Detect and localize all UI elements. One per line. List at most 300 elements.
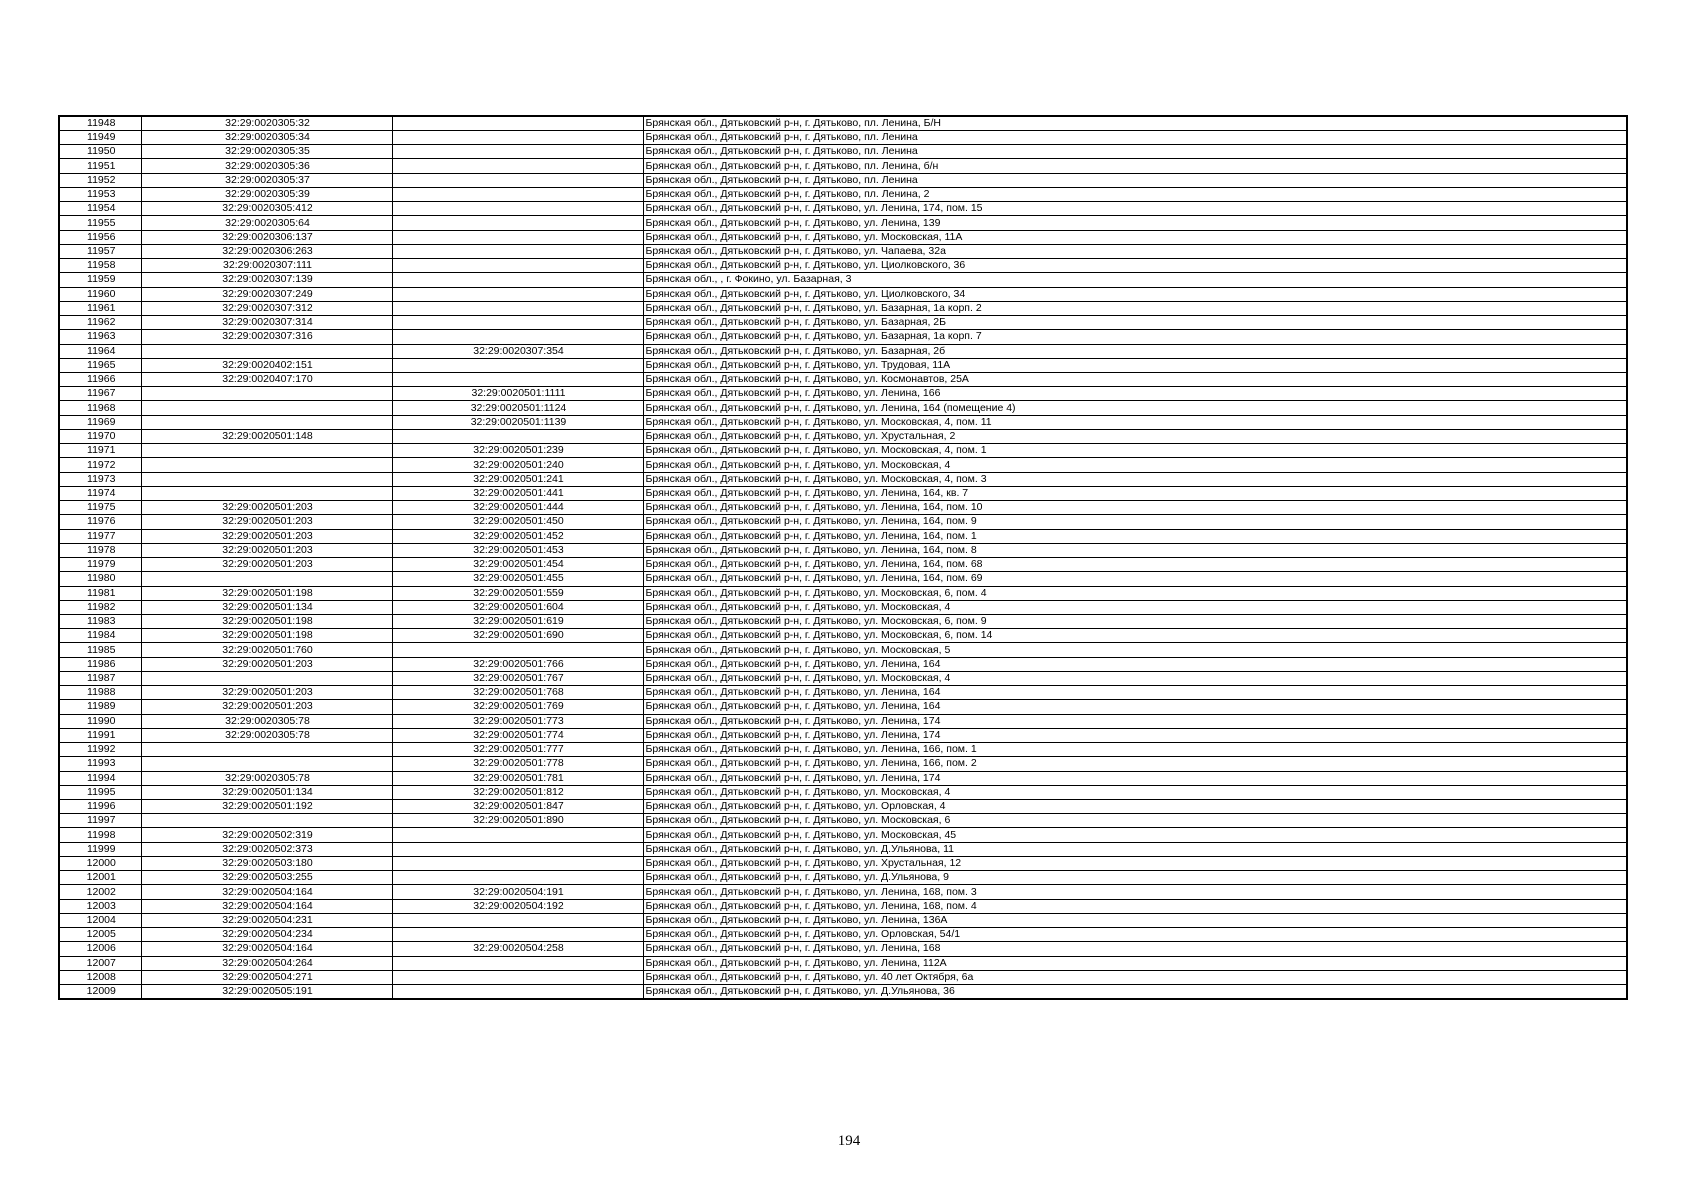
table-row — [59, 529, 1627, 543]
object-cadastral-number-cell — [392, 330, 643, 344]
row-number-cell: 11975 — [59, 501, 141, 515]
object-cadastral-number-cell: 32:29:0020501:454 — [392, 558, 643, 572]
object-cadastral-number-cell: 32:29:0020504:191 — [392, 885, 643, 899]
cadastral-number-cell — [141, 757, 392, 771]
table-row — [59, 358, 1627, 372]
row-number-cell: 12009 — [59, 985, 141, 1000]
object-cadastral-number-cell — [392, 985, 643, 1000]
row-number-cell: 12000 — [59, 856, 141, 870]
page-number: 194 — [837, 1133, 861, 1149]
table-row — [59, 401, 1627, 415]
table-row — [59, 657, 1627, 671]
table-row — [59, 444, 1627, 458]
table-row — [59, 572, 1627, 586]
object-cadastral-number-cell — [392, 913, 643, 927]
row-number-cell: 11996 — [59, 800, 141, 814]
address-cell: Брянская обл., Дятьковский р-н, г. Дятьково, ул. Д.Ульянова, 9 — [643, 871, 1627, 885]
table-row — [59, 472, 1627, 486]
row-number-cell: 11992 — [59, 743, 141, 757]
row-number-cell: 11988 — [59, 686, 141, 700]
address-cell: Брянская обл., Дятьковский р-н, г. Дятьково, ул. Чапаева, 32а — [643, 244, 1627, 258]
cadastral-number-cell: 32:29:0020305:35 — [141, 145, 392, 159]
table-row — [59, 145, 1627, 159]
address-cell: Брянская обл., Дятьковский р-н, г. Дятьково, ул. Циолковского, 36 — [643, 259, 1627, 273]
row-number-cell: 12002 — [59, 885, 141, 899]
object-cadastral-number-cell: 32:29:0020501:812 — [392, 785, 643, 799]
cadastral-number-cell: 32:29:0020505:191 — [141, 985, 392, 1000]
table-row — [59, 515, 1627, 529]
cadastral-number-cell: 32:29:0020504:164 — [141, 899, 392, 913]
address-cell: Брянская обл., Дятьковский р-н, г. Дятьково, ул. Ленина, 139 — [643, 216, 1627, 230]
row-number-cell: 11964 — [59, 344, 141, 358]
address-cell: Брянская обл., Дятьковский р-н, г. Дятьково, ул. Орловская, 4 — [643, 800, 1627, 814]
table-row — [59, 330, 1627, 344]
cadastral-number-cell: 32:29:0020307:139 — [141, 273, 392, 287]
table-row — [59, 871, 1627, 885]
object-cadastral-number-cell: 32:29:0020501:455 — [392, 572, 643, 586]
object-cadastral-number-cell — [392, 116, 643, 131]
cadastral-number-cell: 32:29:0020501:134 — [141, 785, 392, 799]
object-cadastral-number-cell: 32:29:0020501:774 — [392, 728, 643, 742]
object-cadastral-number-cell — [392, 871, 643, 885]
cadastral-number-cell: 32:29:0020402:151 — [141, 358, 392, 372]
address-cell: Брянская обл., Дятьковский р-н, г. Дятьково, ул. Ленина, 164, пом. 1 — [643, 529, 1627, 543]
address-cell: Брянская обл., Дятьковский р-н, г. Дятьково, ул. Ленина, 164, пом. 69 — [643, 572, 1627, 586]
address-cell: Брянская обл., Дятьковский р-н, г. Дятьково, ул. Базарная, 2Б — [643, 316, 1627, 330]
object-cadastral-number-cell — [392, 429, 643, 443]
object-cadastral-number-cell — [392, 970, 643, 984]
row-number-cell: 11968 — [59, 401, 141, 415]
object-cadastral-number-cell: 32:29:0020501:768 — [392, 686, 643, 700]
cadastral-number-cell: 32:29:0020504:231 — [141, 913, 392, 927]
row-number-cell: 11976 — [59, 515, 141, 529]
table-row — [59, 287, 1627, 301]
cadastral-number-cell: 32:29:0020501:203 — [141, 700, 392, 714]
address-cell: Брянская обл., Дятьковский р-н, г. Дятьково, ул. Московская, 4 — [643, 600, 1627, 614]
object-cadastral-number-cell — [392, 145, 643, 159]
cadastral-number-cell: 32:29:0020305:37 — [141, 173, 392, 187]
table-row — [59, 116, 1627, 131]
table-row — [59, 131, 1627, 145]
address-cell: Брянская обл., Дятьковский р-н, г. Дятьково, ул. Московская, 4 — [643, 785, 1627, 799]
row-number-cell: 11957 — [59, 244, 141, 258]
address-cell: Брянская обл., Дятьковский р-н, г. Дятьково, ул. Орловская, 54/1 — [643, 928, 1627, 942]
cadastral-number-cell: 32:29:0020504:234 — [141, 928, 392, 942]
row-number-cell: 11950 — [59, 145, 141, 159]
table-row — [59, 558, 1627, 572]
row-number-cell: 11978 — [59, 543, 141, 557]
object-cadastral-number-cell — [392, 928, 643, 942]
row-number-cell: 11953 — [59, 187, 141, 201]
object-cadastral-number-cell: 32:29:0020307:354 — [392, 344, 643, 358]
table-row — [59, 486, 1627, 500]
cadastral-number-cell — [141, 743, 392, 757]
row-number-cell: 12008 — [59, 970, 141, 984]
address-cell: Брянская обл., Дятьковский р-н, г. Дятьково, ул. Ленина, 164, пом. 68 — [643, 558, 1627, 572]
table-row — [59, 942, 1627, 956]
address-cell: Брянская обл., Дятьковский р-н, г. Дятьково, ул. Московская, 4 — [643, 458, 1627, 472]
table-row — [59, 600, 1627, 614]
address-cell: Брянская обл., Дятьковский р-н, г. Дятьково, ул. Московская, 6, пом. 14 — [643, 629, 1627, 643]
address-cell: Брянская обл., Дятьковский р-н, г. Дятьково, ул. Ленина, 164, кв. 7 — [643, 486, 1627, 500]
address-cell: Брянская обл., Дятьковский р-н, г. Дятьково, ул. Д.Ульянова, 11 — [643, 842, 1627, 856]
row-number-cell: 11961 — [59, 301, 141, 315]
object-cadastral-number-cell: 32:29:0020501:241 — [392, 472, 643, 486]
address-cell: Брянская обл., Дятьковский р-н, г. Дятьково, ул. Ленина, 168, пом. 4 — [643, 899, 1627, 913]
cadastral-number-cell: 32:29:0020307:316 — [141, 330, 392, 344]
cadastral-number-cell: 32:29:0020501:198 — [141, 629, 392, 643]
object-cadastral-number-cell: 32:29:0020501:453 — [392, 543, 643, 557]
table-row — [59, 686, 1627, 700]
row-number-cell: 11966 — [59, 372, 141, 386]
address-cell: Брянская обл., Дятьковский р-н, г. Дятьково, ул. Ленина, 164, пом. 9 — [643, 515, 1627, 529]
object-cadastral-number-cell: 32:29:0020501:441 — [392, 486, 643, 500]
cadastral-number-cell — [141, 401, 392, 415]
cadastral-number-cell — [141, 472, 392, 486]
row-number-cell: 11998 — [59, 828, 141, 842]
address-cell: Брянская обл., Дятьковский р-н, г. Дятьково, ул. Хрустальная, 2 — [643, 429, 1627, 443]
row-number-cell: 11980 — [59, 572, 141, 586]
object-cadastral-number-cell: 32:29:0020501:604 — [392, 600, 643, 614]
cadastral-number-cell: 32:29:0020501:192 — [141, 800, 392, 814]
table-row — [59, 543, 1627, 557]
address-cell: Брянская обл., Дятьковский р-н, г. Дятьково, ул. Ленина, 168, пом. 3 — [643, 885, 1627, 899]
address-cell: Брянская обл., Дятьковский р-н, г. Дятьково, ул. Базарная, 2б — [643, 344, 1627, 358]
address-cell: Брянская обл., Дятьковский р-н, г. Дятьково, пл. Ленина — [643, 145, 1627, 159]
address-cell: Брянская обл., , г. Фокино, ул. Базарная, 3 — [643, 273, 1627, 287]
row-number-cell: 11970 — [59, 429, 141, 443]
object-cadastral-number-cell — [392, 956, 643, 970]
row-number-cell: 11960 — [59, 287, 141, 301]
table-row — [59, 785, 1627, 799]
object-cadastral-number-cell: 32:29:0020501:690 — [392, 629, 643, 643]
table-row — [59, 728, 1627, 742]
address-cell: Брянская обл., Дятьковский р-н, г. Дятьково, ул. Ленина, 164 — [643, 657, 1627, 671]
table-row — [59, 372, 1627, 386]
row-number-cell: 11994 — [59, 771, 141, 785]
row-number-cell: 11995 — [59, 785, 141, 799]
cadastral-number-cell — [141, 814, 392, 828]
object-cadastral-number-cell — [392, 301, 643, 315]
address-cell: Брянская обл., Дятьковский р-н, г. Дятьково, ул. Базарная, 1а корп. 2 — [643, 301, 1627, 315]
object-cadastral-number-cell — [392, 273, 643, 287]
cadastral-number-cell: 32:29:0020501:134 — [141, 600, 392, 614]
cadastral-number-cell: 32:29:0020305:412 — [141, 202, 392, 216]
row-number-cell: 11986 — [59, 657, 141, 671]
cadastral-number-cell: 32:29:0020501:760 — [141, 643, 392, 657]
table-row — [59, 429, 1627, 443]
row-number-cell: 11956 — [59, 230, 141, 244]
address-cell: Брянская обл., Дятьковский р-н, г. Дятьково, пл. Ленина, б/н — [643, 159, 1627, 173]
table-row — [59, 985, 1627, 1000]
table-row — [59, 458, 1627, 472]
table-row — [59, 202, 1627, 216]
address-cell: Брянская обл., Дятьковский р-н, г. Дятьково, ул. Космонавтов, 25А — [643, 372, 1627, 386]
address-cell: Брянская обл., Дятьковский р-н, г. Дятьково, ул. Ленина, 164 — [643, 686, 1627, 700]
cadastral-number-cell: 32:29:0020504:271 — [141, 970, 392, 984]
table-row — [59, 259, 1627, 273]
object-cadastral-number-cell: 32:29:0020501:778 — [392, 757, 643, 771]
object-cadastral-number-cell: 32:29:0020501:240 — [392, 458, 643, 472]
row-number-cell: 11963 — [59, 330, 141, 344]
table-row — [59, 187, 1627, 201]
row-number-cell: 11981 — [59, 586, 141, 600]
object-cadastral-number-cell — [392, 230, 643, 244]
table-row — [59, 614, 1627, 628]
cadastral-number-cell — [141, 415, 392, 429]
cadastral-number-cell: 32:29:0020501:203 — [141, 515, 392, 529]
row-number-cell: 12006 — [59, 942, 141, 956]
row-number-cell: 12007 — [59, 956, 141, 970]
address-cell: Брянская обл., Дятьковский р-н, г. Дятьково, ул. 40 лет Октября, 6а — [643, 970, 1627, 984]
address-cell: Брянская обл., Дятьковский р-н, г. Дятьково, ул. Ленина, 166 — [643, 387, 1627, 401]
cadastral-number-cell: 32:29:0020305:36 — [141, 159, 392, 173]
cadastral-number-cell: 32:29:0020407:170 — [141, 372, 392, 386]
table-row — [59, 387, 1627, 401]
object-cadastral-number-cell — [392, 287, 643, 301]
table-row — [59, 173, 1627, 187]
address-cell: Брянская обл., Дятьковский р-н, г. Дятьково, ул. Ленина, 166, пом. 2 — [643, 757, 1627, 771]
cadastral-number-cell: 32:29:0020305:64 — [141, 216, 392, 230]
row-number-cell: 11999 — [59, 842, 141, 856]
table-row — [59, 415, 1627, 429]
row-number-cell: 11993 — [59, 757, 141, 771]
cadastral-number-cell: 32:29:0020501:203 — [141, 501, 392, 515]
registry-table — [58, 115, 1628, 1000]
address-cell: Брянская обл., Дятьковский р-н, г. Дятьково, пл. Ленина, Б/Н — [643, 116, 1627, 131]
address-cell: Брянская обл., Дятьковский р-н, г. Дятьково, ул. Ленина, 164 — [643, 700, 1627, 714]
table-row — [59, 913, 1627, 927]
registry-table-body — [59, 116, 1627, 999]
cadastral-number-cell: 32:29:0020501:203 — [141, 686, 392, 700]
object-cadastral-number-cell — [392, 259, 643, 273]
cadastral-number-cell: 32:29:0020501:148 — [141, 429, 392, 443]
row-number-cell: 11977 — [59, 529, 141, 543]
object-cadastral-number-cell: 32:29:0020501:1124 — [392, 401, 643, 415]
row-number-cell: 11959 — [59, 273, 141, 287]
object-cadastral-number-cell: 32:29:0020501:450 — [392, 515, 643, 529]
address-cell: Брянская обл., Дятьковский р-н, г. Дятьково, ул. Московская, 4, пом. 1 — [643, 444, 1627, 458]
cadastral-number-cell: 32:29:0020501:203 — [141, 558, 392, 572]
table-row — [59, 273, 1627, 287]
object-cadastral-number-cell: 32:29:0020504:258 — [392, 942, 643, 956]
cadastral-number-cell: 32:29:0020504:164 — [141, 885, 392, 899]
address-cell: Брянская обл., Дятьковский р-н, г. Дятьково, ул. Московская, 5 — [643, 643, 1627, 657]
table-row — [59, 244, 1627, 258]
address-cell: Брянская обл., Дятьковский р-н, г. Дятьково, ул. Циолковского, 34 — [643, 287, 1627, 301]
table-row — [59, 714, 1627, 728]
cadastral-number-cell: 32:29:0020307:111 — [141, 259, 392, 273]
cadastral-number-cell: 32:29:0020501:203 — [141, 657, 392, 671]
object-cadastral-number-cell — [392, 828, 643, 842]
row-number-cell: 11965 — [59, 358, 141, 372]
row-number-cell: 12004 — [59, 913, 141, 927]
row-number-cell: 11982 — [59, 600, 141, 614]
row-number-cell: 11974 — [59, 486, 141, 500]
cadastral-number-cell: 32:29:0020504:164 — [141, 942, 392, 956]
cadastral-number-cell: 32:29:0020501:198 — [141, 614, 392, 628]
address-cell: Брянская обл., Дятьковский р-н, г. Дятьково, ул. Московская, 11А — [643, 230, 1627, 244]
cadastral-number-cell: 32:29:0020501:203 — [141, 529, 392, 543]
cadastral-number-cell: 32:29:0020501:203 — [141, 543, 392, 557]
row-number-cell: 12005 — [59, 928, 141, 942]
object-cadastral-number-cell: 32:29:0020501:239 — [392, 444, 643, 458]
object-cadastral-number-cell: 32:29:0020501:777 — [392, 743, 643, 757]
row-number-cell: 11955 — [59, 216, 141, 230]
object-cadastral-number-cell — [392, 173, 643, 187]
table-row — [59, 586, 1627, 600]
table-row — [59, 928, 1627, 942]
address-cell: Брянская обл., Дятьковский р-н, г. Дятьково, ул. Московская, 4, пом. 11 — [643, 415, 1627, 429]
cadastral-number-cell: 32:29:0020305:78 — [141, 728, 392, 742]
row-number-cell: 11991 — [59, 728, 141, 742]
cadastral-number-cell: 32:29:0020502:319 — [141, 828, 392, 842]
object-cadastral-number-cell — [392, 131, 643, 145]
cadastral-number-cell — [141, 572, 392, 586]
address-cell: Брянская обл., Дятьковский р-н, г. Дятьково, пл. Ленина — [643, 173, 1627, 187]
cadastral-number-cell: 32:29:0020305:34 — [141, 131, 392, 145]
cadastral-number-cell — [141, 344, 392, 358]
cadastral-number-cell: 32:29:0020504:264 — [141, 956, 392, 970]
table-row — [59, 828, 1627, 842]
row-number-cell: 11958 — [59, 259, 141, 273]
cadastral-number-cell: 32:29:0020502:373 — [141, 842, 392, 856]
cadastral-number-cell: 32:29:0020305:78 — [141, 771, 392, 785]
object-cadastral-number-cell — [392, 216, 643, 230]
table-row — [59, 970, 1627, 984]
address-cell: Брянская обл., Дятьковский р-н, г. Дятьково, ул. Ленина, 164, пом. 8 — [643, 543, 1627, 557]
row-number-cell: 11979 — [59, 558, 141, 572]
table-row — [59, 771, 1627, 785]
address-cell: Брянская обл., Дятьковский р-н, г. Дятьково, ул. Ленина, 174, пом. 15 — [643, 202, 1627, 216]
address-cell: Брянская обл., Дятьковский р-н, г. Дятьково, ул. Хрустальная, 12 — [643, 856, 1627, 870]
cadastral-number-cell: 32:29:0020305:39 — [141, 187, 392, 201]
cadastral-number-cell: 32:29:0020307:249 — [141, 287, 392, 301]
object-cadastral-number-cell — [392, 244, 643, 258]
table-row — [59, 344, 1627, 358]
address-cell: Брянская обл., Дятьковский р-н, г. Дятьково, ул. Московская, 6, пом. 9 — [643, 614, 1627, 628]
table-row — [59, 899, 1627, 913]
row-number-cell: 11954 — [59, 202, 141, 216]
cadastral-number-cell: 32:29:0020503:255 — [141, 871, 392, 885]
cadastral-number-cell — [141, 387, 392, 401]
address-cell: Брянская обл., Дятьковский р-н, г. Дятьково, ул. Ленина, 166, пом. 1 — [643, 743, 1627, 757]
address-cell: Брянская обл., Дятьковский р-н, г. Дятьково, пл. Ленина, 2 — [643, 187, 1627, 201]
row-number-cell: 11971 — [59, 444, 141, 458]
address-cell: Брянская обл., Дятьковский р-н, г. Дятьково, ул. Московская, 6, пом. 4 — [643, 586, 1627, 600]
address-cell: Брянская обл., Дятьковский р-н, г. Дятьково, ул. Ленина, 136А — [643, 913, 1627, 927]
object-cadastral-number-cell: 32:29:0020501:767 — [392, 671, 643, 685]
row-number-cell: 11997 — [59, 814, 141, 828]
object-cadastral-number-cell — [392, 159, 643, 173]
object-cadastral-number-cell: 32:29:0020501:444 — [392, 501, 643, 515]
cadastral-number-cell: 32:29:0020305:78 — [141, 714, 392, 728]
table-row — [59, 159, 1627, 173]
cadastral-number-cell: 32:29:0020501:198 — [141, 586, 392, 600]
cadastral-number-cell: 32:29:0020307:314 — [141, 316, 392, 330]
object-cadastral-number-cell: 32:29:0020501:1111 — [392, 387, 643, 401]
row-number-cell: 12003 — [59, 899, 141, 913]
row-number-cell: 11967 — [59, 387, 141, 401]
object-cadastral-number-cell: 32:29:0020501:559 — [392, 586, 643, 600]
address-cell: Брянская обл., Дятьковский р-н, г. Дятьково, ул. Ленина, 168 — [643, 942, 1627, 956]
object-cadastral-number-cell — [392, 643, 643, 657]
object-cadastral-number-cell — [392, 856, 643, 870]
table-row — [59, 316, 1627, 330]
address-cell: Брянская обл., Дятьковский р-н, г. Дятьково, ул. Ленина, 112А — [643, 956, 1627, 970]
table-row — [59, 629, 1627, 643]
table-row — [59, 700, 1627, 714]
cadastral-number-cell: 32:29:0020305:32 — [141, 116, 392, 131]
table-row — [59, 956, 1627, 970]
object-cadastral-number-cell: 32:29:0020501:781 — [392, 771, 643, 785]
row-number-cell: 11983 — [59, 614, 141, 628]
cadastral-number-cell: 32:29:0020307:312 — [141, 301, 392, 315]
table-row — [59, 643, 1627, 657]
table-row — [59, 856, 1627, 870]
row-number-cell: 11972 — [59, 458, 141, 472]
object-cadastral-number-cell: 32:29:0020501:452 — [392, 529, 643, 543]
row-number-cell: 11987 — [59, 671, 141, 685]
object-cadastral-number-cell: 32:29:0020501:766 — [392, 657, 643, 671]
address-cell: Брянская обл., Дятьковский р-н, г. Дятьково, ул. Ленина, 174 — [643, 728, 1627, 742]
table-row — [59, 842, 1627, 856]
table-row — [59, 743, 1627, 757]
row-number-cell: 11990 — [59, 714, 141, 728]
object-cadastral-number-cell — [392, 316, 643, 330]
address-cell: Брянская обл., Дятьковский р-н, г. Дятьково, ул. Московская, 4 — [643, 671, 1627, 685]
table-row — [59, 671, 1627, 685]
address-cell: Брянская обл., Дятьковский р-н, г. Дятьково, ул. Д.Ульянова, 36 — [643, 985, 1627, 1000]
object-cadastral-number-cell — [392, 842, 643, 856]
address-cell: Брянская обл., Дятьковский р-н, г. Дятьково, ул. Базарная, 1а корп. 7 — [643, 330, 1627, 344]
object-cadastral-number-cell: 32:29:0020501:769 — [392, 700, 643, 714]
row-number-cell: 11989 — [59, 700, 141, 714]
row-number-cell: 12001 — [59, 871, 141, 885]
table-row — [59, 216, 1627, 230]
row-number-cell: 11949 — [59, 131, 141, 145]
row-number-cell: 11984 — [59, 629, 141, 643]
cadastral-number-cell: 32:29:0020503:180 — [141, 856, 392, 870]
table-row — [59, 230, 1627, 244]
address-cell: Брянская обл., Дятьковский р-н, г. Дятьково, ул. Ленина, 174 — [643, 771, 1627, 785]
table-row — [59, 501, 1627, 515]
object-cadastral-number-cell — [392, 187, 643, 201]
row-number-cell: 11948 — [59, 116, 141, 131]
address-cell: Брянская обл., Дятьковский р-н, г. Дятьково, ул. Трудовая, 11А — [643, 358, 1627, 372]
address-cell: Брянская обл., Дятьковский р-н, г. Дятьково, пл. Ленина — [643, 131, 1627, 145]
object-cadastral-number-cell: 32:29:0020501:890 — [392, 814, 643, 828]
address-cell: Брянская обл., Дятьковский р-н, г. Дятьково, ул. Московская, 45 — [643, 828, 1627, 842]
object-cadastral-number-cell: 32:29:0020501:619 — [392, 614, 643, 628]
cadastral-number-cell: 32:29:0020306:137 — [141, 230, 392, 244]
object-cadastral-number-cell — [392, 202, 643, 216]
table-row — [59, 800, 1627, 814]
address-cell: Брянская обл., Дятьковский р-н, г. Дятьково, ул. Московская, 6 — [643, 814, 1627, 828]
row-number-cell: 11952 — [59, 173, 141, 187]
cadastral-number-cell — [141, 486, 392, 500]
cadastral-number-cell — [141, 444, 392, 458]
row-number-cell: 11969 — [59, 415, 141, 429]
row-number-cell: 11951 — [59, 159, 141, 173]
row-number-cell: 11985 — [59, 643, 141, 657]
table-row — [59, 757, 1627, 771]
object-cadastral-number-cell: 32:29:0020501:1139 — [392, 415, 643, 429]
address-cell: Брянская обл., Дятьковский р-н, г. Дятьково, ул. Ленина, 164, пом. 10 — [643, 501, 1627, 515]
table-row — [59, 814, 1627, 828]
object-cadastral-number-cell — [392, 358, 643, 372]
object-cadastral-number-cell: 32:29:0020504:192 — [392, 899, 643, 913]
